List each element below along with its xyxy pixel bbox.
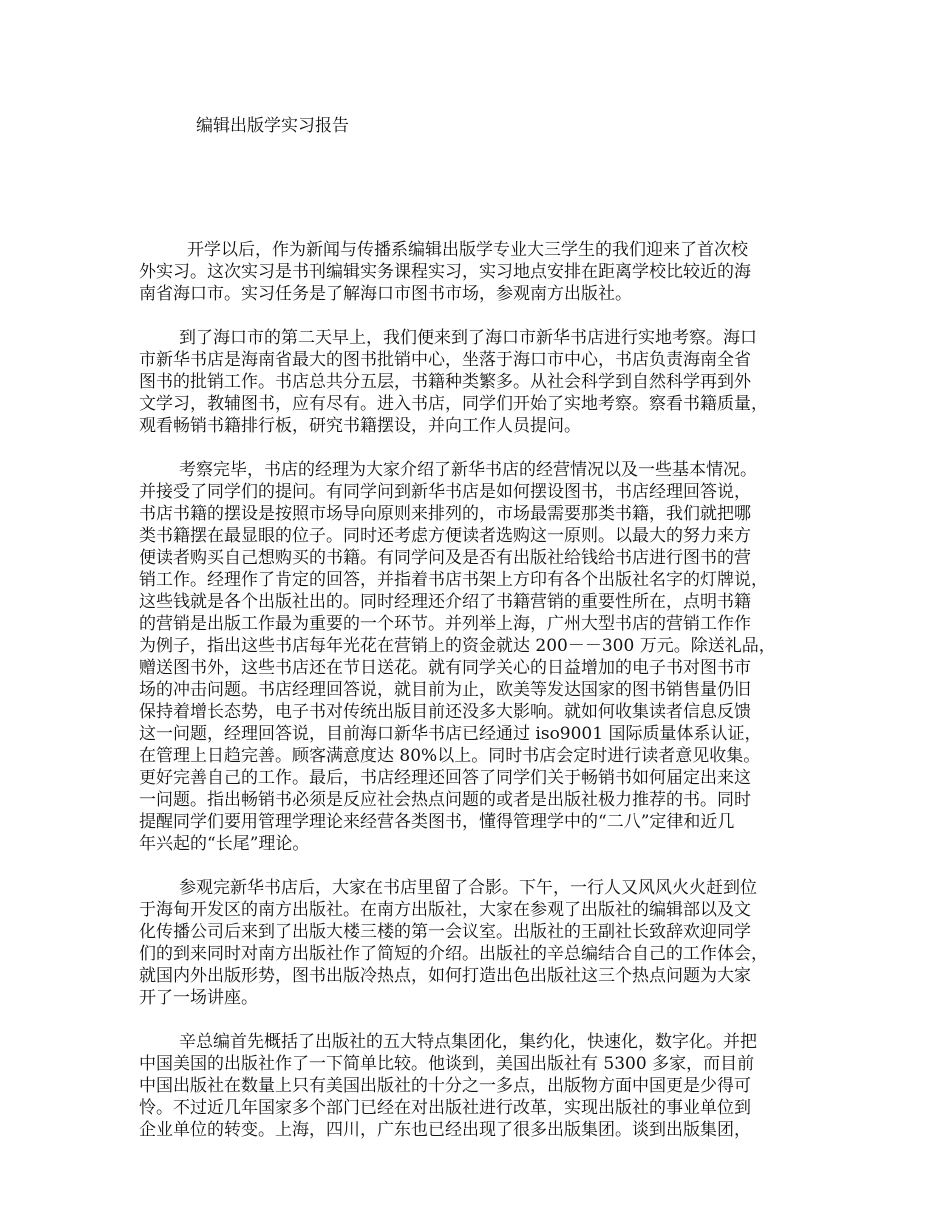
text-line: 们的到来同时对南方出版社作了简短的介绍。出版社的辛总编结合自己的工作体会， — [139, 944, 768, 964]
paragraph-4 — [139, 877, 827, 1009]
text-line: 的营销是出版工作最为重要的一个环节。并列举上海，广州大型书店的营销工作作 — [139, 614, 751, 634]
text-line: 于海甸开发区的南方出版社。在南方出版社，大家在参观了出版社的编辑部以及文 — [139, 900, 751, 920]
text-line: 销工作。经理作了肯定的回答，并指着书店书架上方印有各个出版社名字的灯牌说， — [139, 570, 768, 590]
text-line: 开了一场讲座。 — [139, 988, 258, 1008]
text-line: 提醒同学们要用管理学理论来经营各类图书，懂得管理学中的“二八”定律和近几 — [139, 812, 735, 832]
text-line: 开学以后，作为新闻与传播系编辑出版学专业大三学生的我们迎来了首次校 — [187, 240, 748, 260]
text-line: 年兴起的“长尾”理论。 — [139, 834, 310, 854]
text-line: 中国美国的出版社作了一下简单比较。他谈到，美国出版社有 5300 多家，而目前 — [139, 1054, 755, 1074]
text-line: 一问题。指出畅销书必须是反应社会热点问题的或者是出版社极力推荐的书。同时 — [139, 790, 751, 810]
text-line: 书店书籍的摆设是按照市场导向原则来排列的，市场最需要那类书籍，我们就把哪 — [139, 504, 751, 524]
paragraph-1 — [139, 239, 827, 305]
text-line: 怜。不过近几年国家多个部门已经在对出版社进行改革，实现出版社的事业单位到 — [139, 1098, 751, 1118]
text-line: 外实习。这次实习是书刊编辑实务课程实习，实习地点安排在距离学校比较近的海 — [139, 262, 751, 282]
text-line: 市新华书店是海南省最大的图书批销中心，坐落于海口市中心，书店负责海南全省 — [139, 350, 751, 370]
text-line: 保持着增长态势，电子书对传统出版目前还没多大影响。就如何收集读者信息反馈 — [139, 702, 751, 722]
text-line: 中国出版社在数量上只有美国出版社的十分之一多点，出版物方面中国更是少得可 — [139, 1076, 751, 1096]
text-line: 观看畅销书籍排行板，研究书籍摆设，并向工作人员提问。 — [139, 416, 581, 436]
text-line: 就国内外出版形势，图书出版冷热点，如何打造出色出版社这三个热点问题为大家 — [139, 966, 751, 986]
paragraph-5 — [139, 1031, 827, 1141]
text-line: 辛总编首先概括了出版社的五大特点集团化，集约化，快速化，数字化。并把 — [179, 1032, 757, 1052]
text-line: 这些钱就是各个出版社出的。同时经理还介绍了书籍营销的重要性所在，点明书籍 — [139, 592, 751, 612]
text-line: 南省海口市。实习任务是了解海口市图书市场，参观南方出版社。 — [139, 284, 632, 304]
text-line: 考察完毕，书店的经理为大家介绍了新华书店的经营情况以及一些基本情况。 — [179, 460, 757, 480]
page-title: 编辑出版学实习报告 — [196, 116, 349, 136]
paragraph-2 — [139, 327, 827, 437]
text-line: 场的冲击问题。书店经理回答说，就目前为止，欧美等发达国家的图书销售量仍旧 — [139, 680, 751, 700]
text-line: 参观完新华书店后，大家在书店里留了合影。下午，一行人又风风火火赶到位 — [179, 878, 757, 898]
text-line: 图书的批销工作。书店总共分五层，书籍种类繁多。从社会科学到自然科学再到外 — [139, 372, 751, 392]
text-line: 为例子，指出这些书店每年光花在营销上的资金就达 200－－300 万元。除送礼品， — [139, 636, 776, 656]
text-line: 化传播公司后来到了出版大楼三楼的第一会议室。出版社的王副社长致辞欢迎同学 — [139, 922, 751, 942]
text-line: 并接受了同学们的提问。有同学问到新华书店是如何摆设图书，书店经理回答说， — [139, 482, 751, 502]
text-line: 到了海口市的第二天早上，我们便来到了海口市新华书店进行实地考察。海口 — [179, 328, 757, 348]
text-line: 这一问题，经理回答说，目前海口新华书店已经通过 iso9001 国际质量体系认证， — [139, 724, 762, 744]
paragraph-3 — [139, 459, 827, 855]
text-line: 在管理上日趋完善。顾客满意度达 80%以上。同时书店会定时进行读者意见收集。 — [139, 746, 761, 766]
text-line: 便读者购买自己想购买的书籍。有同学问及是否有出版社给钱给书店进行图书的营 — [139, 548, 751, 568]
text-line: 文学习，教辅图书，应有尽有。进入书店，同学们开始了实地考察。察看书籍质量， — [139, 394, 768, 414]
text-line: 赠送图书外，这些书店还在节日送花。就有同学关心的日益增加的电子书对图书市 — [139, 658, 751, 678]
document-body — [139, 239, 827, 1163]
text-line: 类书籍摆在最显眼的位子。同时还考虑方便读者选购这一原则。以最大的努力来方 — [139, 526, 751, 546]
text-line: 更好完善自己的工作。最后，书店经理还回答了同学们关于畅销书如何届定出来这 — [139, 768, 751, 788]
text-line: 企业单位的转变。上海，四川，广东也已经出现了很多出版集团。谈到出版集团， — [139, 1120, 751, 1140]
